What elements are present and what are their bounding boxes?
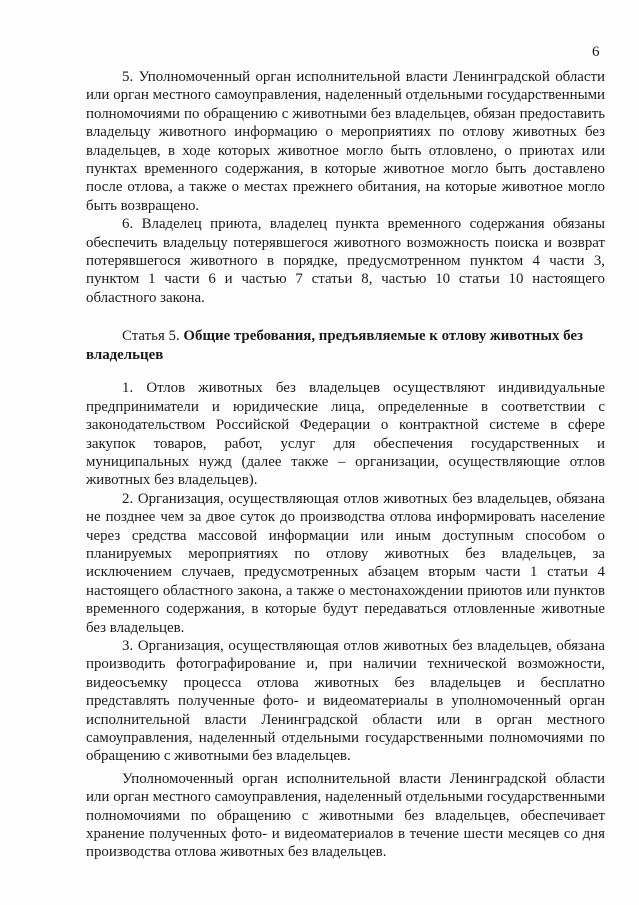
page-number: 6 [592,44,600,60]
article-paragraph-2: 2. Организация, осуществляющая отлов животных без владельцев, обязана не позднее чем за двое суток до производства отлова информировать население через средства массовой информации или иным доступным способом о планируемых мероприятиях по отлову животных без владельцев, за исключением случаев, предусмотренных абзацем вторым части 1 статьи 4 настоящего областного закона, а также о местонахождении приютов или пунктов временного содержания, в которые будут передаваться отловленные животные без владельцев. [86,490,605,636]
article-prefix: Статья 5. [122,328,180,345]
paragraph-6: 6. Владелец приюта, владелец пункта временного содержания обязаны обеспечить владельцу потерявшегося животного возможность поиска и возврат потерявшегося животного в порядке, предусмотренном пунктом 4 части 3, пунктом 1 части 6 и частью 7 статьи 8, частью 10 статьи 10 настоящего областного закона. [86,216,605,306]
paragraph-5: 5. Уполномоченный орган исполнительной власти Ленинградской области или орган местного самоуправления, наделенный отдельными государственными полномочиями по обращению с животными без владельцев, обязан предоставить владельцу животного информацию о мероприятиях по отлову животных без владельцев, в ходе которых животное могло быть отловлено, о приютах или пунктах временного содержания, в которые животное могло быть доставлено после отлова, а также о местах прежнего обитания, на которые животное могло быть возвращено. [86,69,605,214]
article-5-heading [86,327,605,364]
article-title: Общие требования, предъявляемые к отлову животных без владельцев [86,328,584,363]
article-paragraph-3-continuation: Уполномоченный орган исполнительной власти Ленинградской области или орган местного самоуправления, наделенный отдельными государственными полномочиями по обращению с животными без владельцев, обеспечивает хранение полученных фото- и видеоматериалов в течение шести месяцев со дня производства отлова животных без владельцев. [86,770,605,861]
article-paragraph-1: 1. Отлов животных без владельцев осуществляют индивидуальные предприниматели и юридические лица, определенные в соответствии с законодательством Российской Федерации о контрактной системе в сфере закупок товаров, работ, услуг для обеспечения государственных и муниципальных нужд (далее также – организации, осуществляющие отлов животных без владельцев). [86,380,605,489]
article-paragraph-3: 3. Организация, осуществляющая отлов животных без владельцев, обязана производить фотографирование и, при наличии технической возможности, видеосъемку процесса отлова животных без владельцев и бесплатно представлять полученные фото- и видеоматериалы в уполномоченный орган исполнительной власти Ленинградской области или в орган местного самоуправления, наделенный отдельными государственными полномочиями по обращению с животными без владельцев. [86,637,605,765]
document-body [86,68,605,862]
